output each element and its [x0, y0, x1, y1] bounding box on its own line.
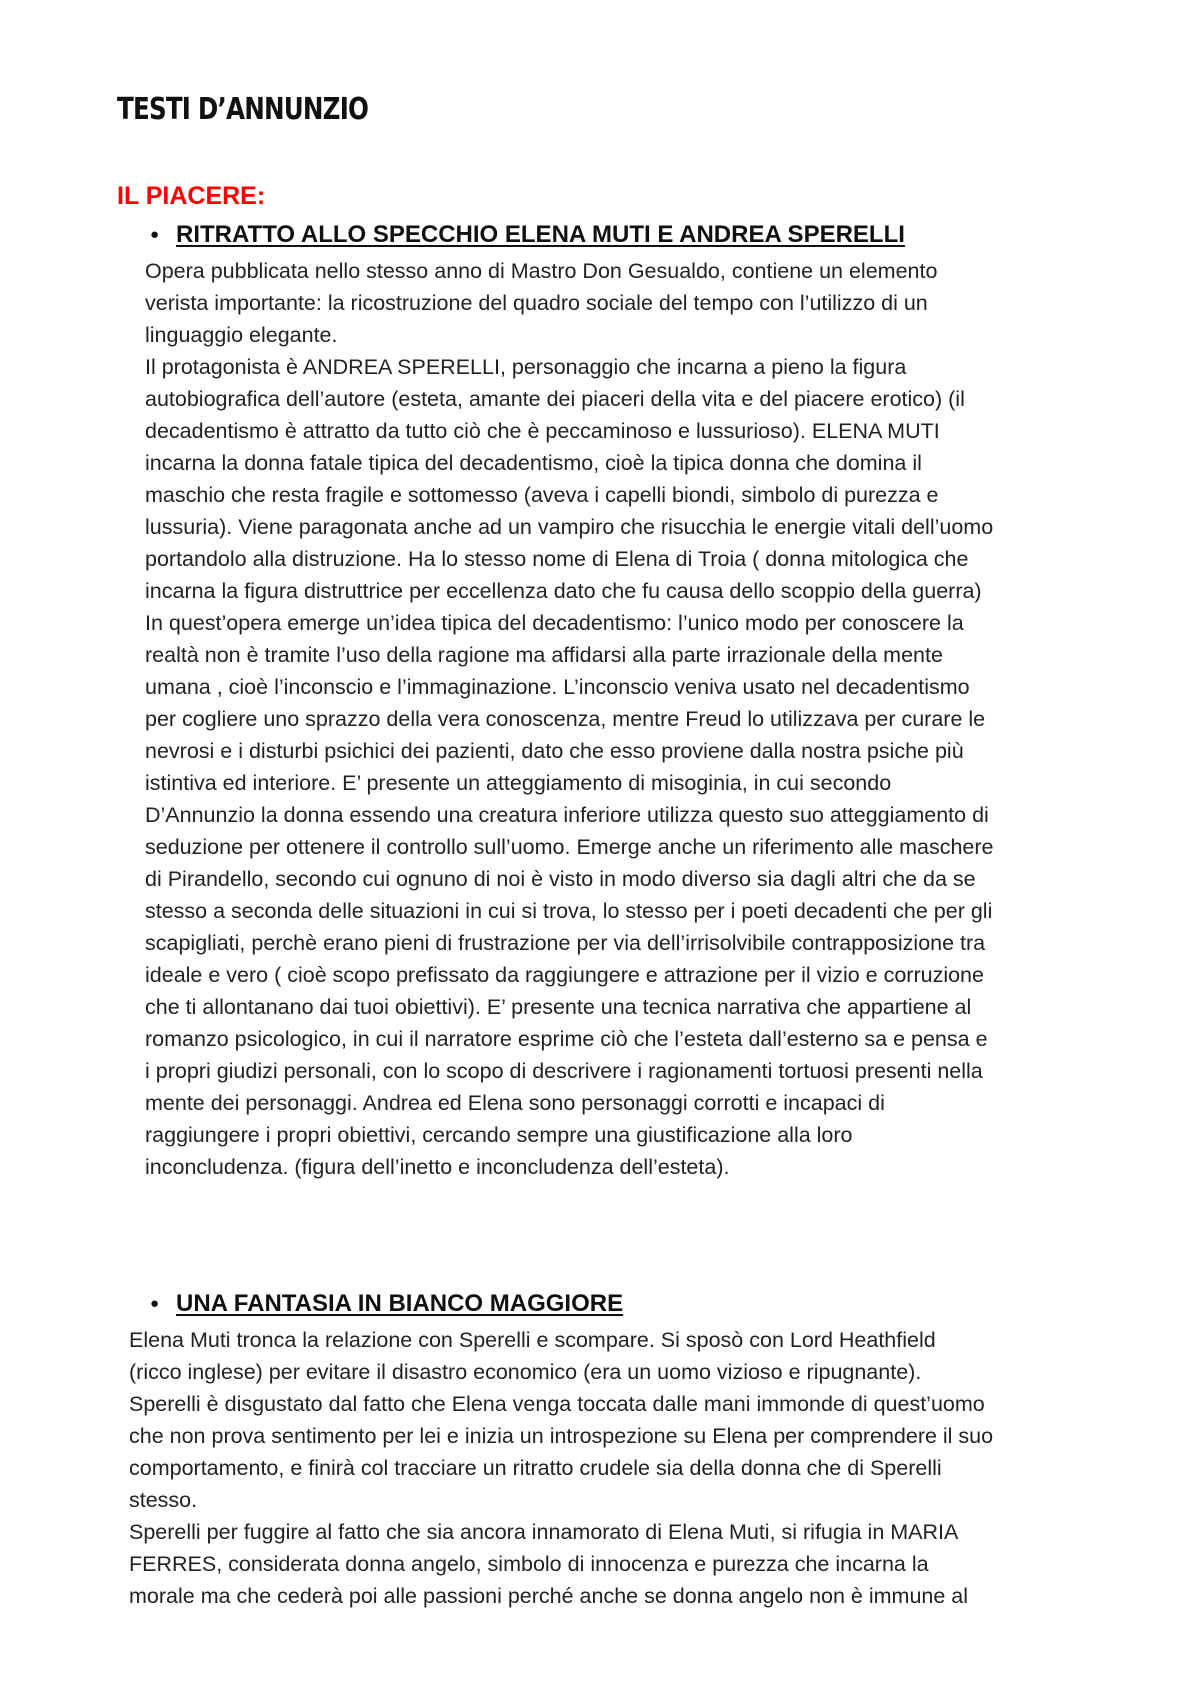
text-line: istintiva ed interiore. E’ presente un atteggiamento di misoginia, in cui secondo	[145, 771, 892, 795]
text-line: che non prova sentimento per lei e inizia un introspezione su Elena per comprendere il suo	[129, 1424, 994, 1448]
text-line: ideale e vero ( cioè scopo prefissato da raggiungere e attrazione per il vizio e corruzione	[145, 963, 984, 987]
bullet-icon: ●	[150, 1295, 160, 1312]
document-title: TESTI D’ANNUNZIO	[117, 92, 369, 127]
text-line: nevrosi e i disturbi psichici dei pazienti, dato che esso proviene dalla nostra psiche più	[145, 739, 964, 763]
text-line: scapigliati, perchè erano pieni di frustrazione per via dell’irrisolvibile contrapposizione tra	[145, 931, 986, 955]
text-line: Elena Muti tronca la relazione con Sperelli e scompare. Si sposò con Lord Heathfield	[129, 1328, 936, 1352]
text-line: raggiungere i propri obiettivi, cercando sempre una giustificazione alla loro	[145, 1123, 853, 1147]
text-line: morale ma che cederà poi alle passioni perché anche se donna angelo non è immune al	[129, 1584, 969, 1608]
bullet-heading-ritratto	[150, 221, 905, 249]
paragraph-ritratto	[145, 255, 994, 1183]
text-line: che ti allontanano dai tuoi obiettivi). E’ presente una tecnica narrativa che appartiene al	[145, 995, 972, 1019]
text-line: In quest’opera emerge un’idea tipica del decadentismo: l’unico modo per conoscere la	[145, 611, 964, 635]
text-line: Opera pubblicata nello stesso anno di Mastro Don Gesualdo, contiene un elemento	[145, 259, 938, 283]
bullet-heading-fantasia	[150, 1290, 623, 1318]
section-heading-il-piacere: IL PIACERE:	[117, 182, 266, 210]
text-line: seduzione per ottenere il controllo sull’uomo. Emerge anche un riferimento alle maschere	[145, 835, 994, 859]
bullet-icon: ●	[150, 226, 160, 243]
text-line: verista importante: la ricostruzione del quadro sociale del tempo con l’utilizzo di un	[145, 291, 928, 315]
text-line: realtà non è tramite l’uso della ragione ma affidarsi alla parte irrazionale della mente	[145, 643, 943, 667]
text-line: per cogliere uno sprazzo della vera conoscenza, mentre Freud lo utilizzava per curare le	[145, 707, 986, 731]
text-line: inconcludenza. (figura dell’inetto e inconcludenza dell’esteta).	[145, 1155, 730, 1179]
text-line: incarna la figura distruttrice per eccellenza dato che fu causa dello scoppio della guerra)	[145, 579, 982, 603]
text-line: incarna la donna fatale tipica del decadentismo, cioè la tipica donna che domina il	[145, 451, 922, 475]
bullet-heading-text: UNA FANTASIA IN BIANCO MAGGIORE	[176, 1290, 624, 1317]
text-line: maschio che resta fragile e sottomesso (aveva i capelli biondi, simbolo di purezza e	[145, 483, 939, 507]
text-line: mente dei personaggi. Andrea ed Elena sono personaggi corrotti e incapaci di	[145, 1091, 885, 1115]
text-line: comportamento, e finirà col tracciare un ritratto crudele sia della donna che di Sperelli	[129, 1456, 942, 1480]
bullet-heading-text: RITRATTO ALLO SPECCHIO ELENA MUTI E ANDREA SPERELLI	[176, 221, 905, 248]
text-line: di Pirandello, secondo cui ognuno di noi è visto in modo diverso sia dagli altri che da se	[145, 867, 976, 891]
paragraph-fantasia	[129, 1324, 993, 1612]
text-line: autobiografica dell’autore (esteta, amante dei piaceri della vita e del piacere erotico) (il	[145, 387, 965, 411]
text-line: umana , cioè l’inconscio e l’immaginazione. L’inconscio veniva usato nel decadentismo	[145, 675, 970, 699]
text-line: Il protagonista è ANDREA SPERELLI, personaggio che incarna a pieno la figura	[145, 355, 907, 379]
text-line: portandolo alla distruzione. Ha lo stesso nome di Elena di Troia ( donna mitologica che	[145, 547, 969, 571]
text-line: Sperelli per fuggire al fatto che sia ancora innamorato di Elena Muti, si rifugia in MARIA	[129, 1520, 959, 1544]
text-line: (ricco inglese) per evitare il disastro economico (era un uomo vizioso e ripugnante).	[129, 1360, 922, 1384]
text-line: Sperelli è disgustato dal fatto che Elena venga toccata dalle mani immonde di quest’uomo	[129, 1392, 985, 1416]
text-line: lussuria). Viene paragonata anche ad un vampiro che risucchia le energie vitali dell’uomo	[145, 515, 994, 539]
text-line: FERRES, considerata donna angelo, simbolo di innocenza e purezza che incarna la	[129, 1552, 929, 1576]
text-line: linguaggio elegante.	[145, 323, 338, 347]
text-line: romanzo psicologico, in cui il narratore esprime ciò che l’esteta dall’esterno sa e pensa e	[145, 1027, 988, 1051]
text-line: stesso.	[129, 1488, 198, 1512]
text-line: decadentismo è attratto da tutto ciò che è peccaminoso e lussurioso). ELENA MUTI	[145, 419, 940, 443]
text-line: stesso a seconda delle situazioni in cui si trova, lo stesso per i poeti decadenti che per gli	[145, 899, 993, 923]
text-line: D’Annunzio la donna essendo una creatura inferiore utilizza questo suo atteggiamento di	[145, 803, 989, 827]
text-line: i propri giudizi personali, con lo scopo di descrivere i ragionamenti tortuosi presenti nella	[145, 1059, 983, 1083]
